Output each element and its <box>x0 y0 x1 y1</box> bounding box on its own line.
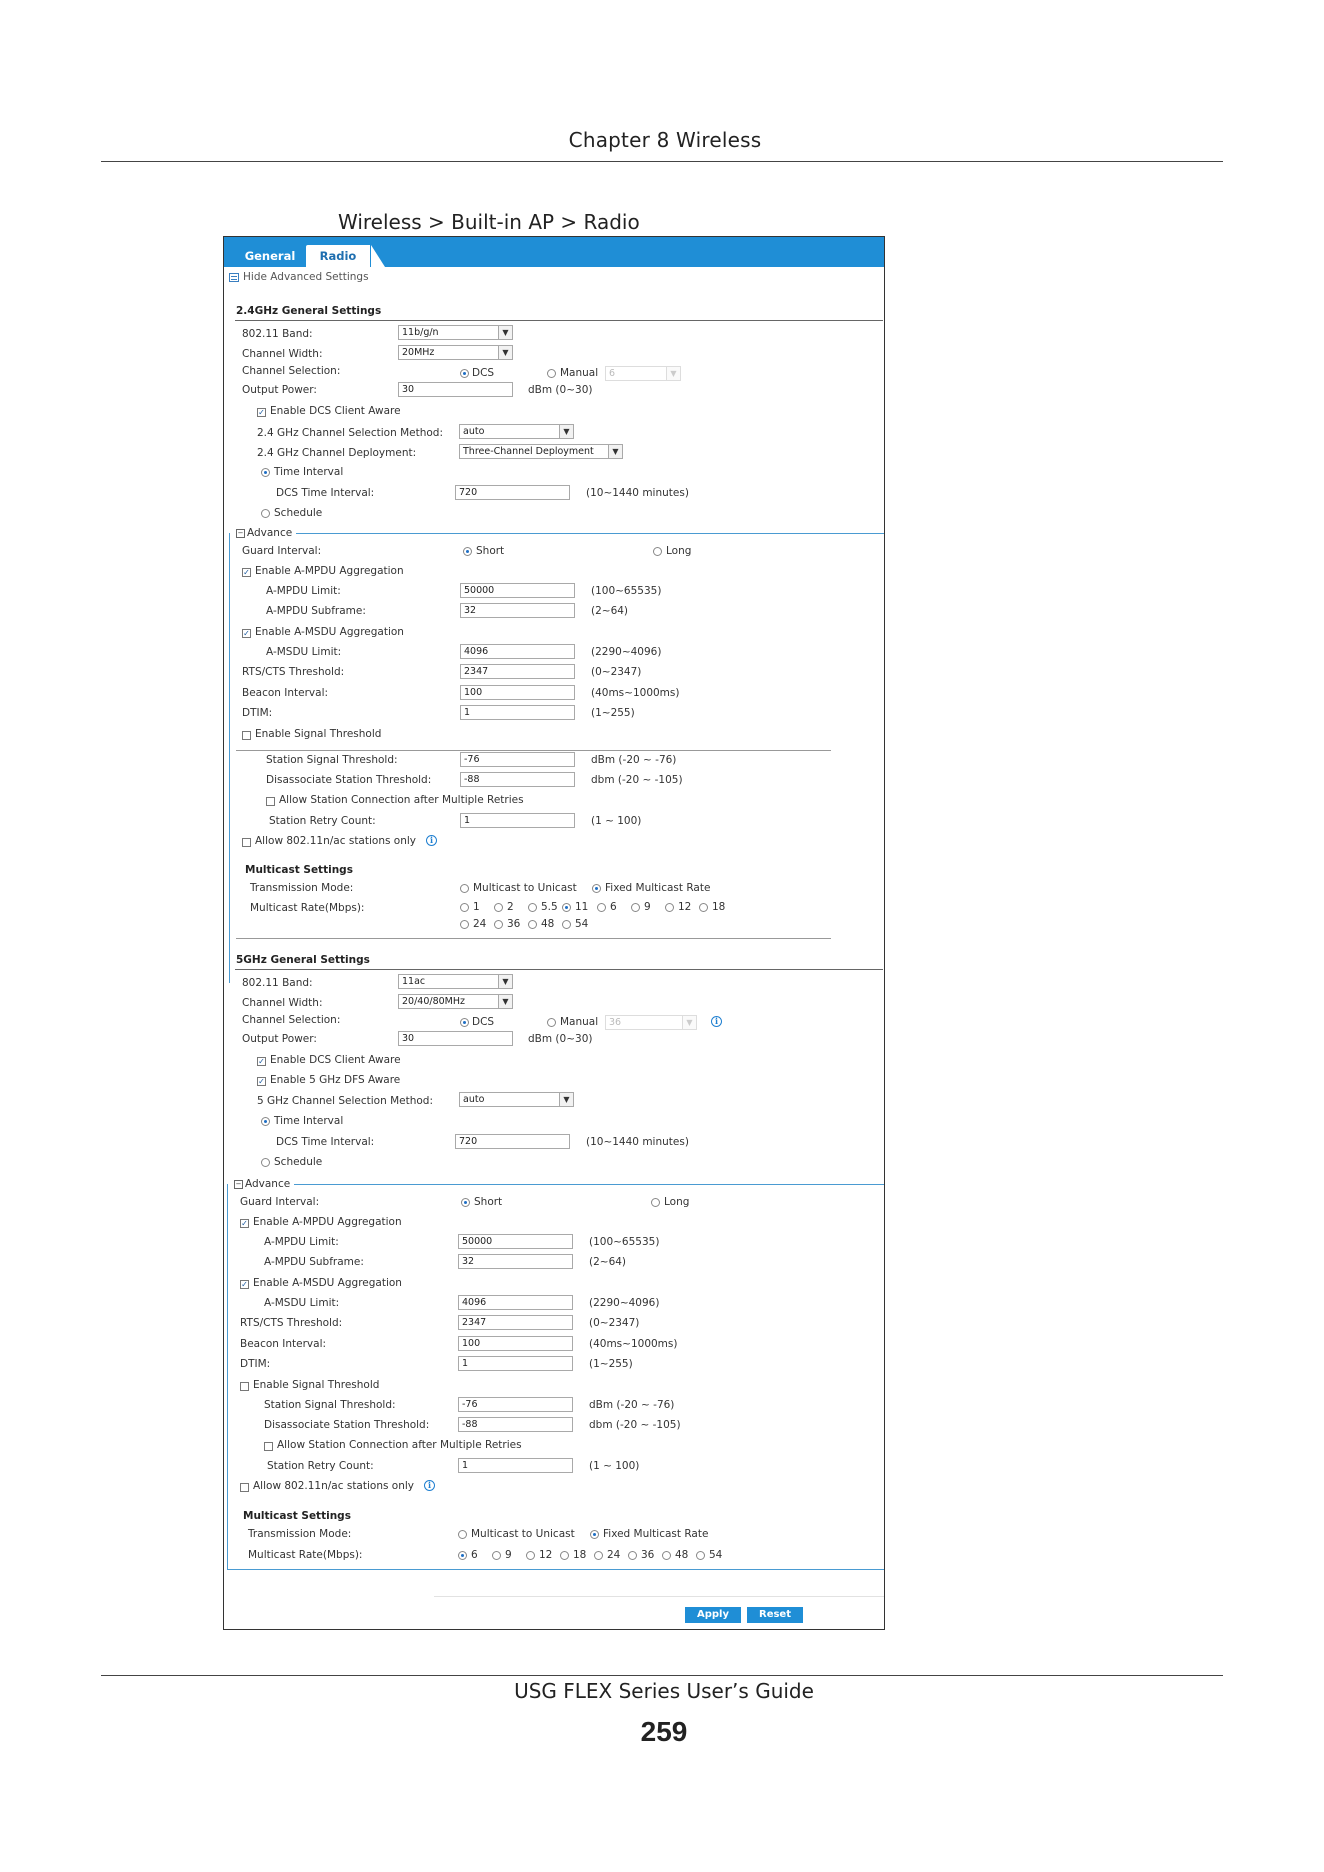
advance-border <box>227 1184 228 1569</box>
retry-count-label: Station Retry Count: <box>269 815 376 827</box>
dcs-time-interval-input[interactable]: 720 <box>455 485 570 500</box>
guard-long-radio[interactable] <box>651 1198 660 1207</box>
rate-label-12: 12 <box>539 1549 553 1561</box>
ampdu-checkbox[interactable]: ✓ <box>243 568 250 577</box>
manual-channel-select[interactable] <box>605 1015 697 1030</box>
channel-width-value: 20MHz <box>402 347 435 358</box>
rate-label-54: 54 <box>709 1549 723 1561</box>
ampdu-limit-label: A-MPDU Limit: <box>264 1236 339 1248</box>
transmission-mode-label: Transmission Mode: <box>250 882 354 894</box>
collapse-advance-icon[interactable]: − <box>237 529 244 537</box>
guard-short-radio[interactable] <box>461 1198 470 1207</box>
channel-method-label: 2.4 GHz Channel Selection Method: <box>257 427 444 439</box>
ampdu-subframe-input[interactable]: 32 <box>460 603 575 618</box>
advance-title: Advance <box>247 527 293 539</box>
guard-long-label: Long <box>664 1196 690 1208</box>
rts-threshold-input[interactable]: 2347 <box>458 1315 573 1330</box>
section-title-5ghz: 5GHz General Settings <box>236 954 370 966</box>
channel-method-label: 5 GHz Channel Selection Method: <box>257 1095 433 1107</box>
ampdu-limit-hint: (100~65535) <box>589 1236 660 1248</box>
rate-radio-6[interactable] <box>458 1551 467 1560</box>
disassoc-threshold-hint: dbm (-20 ~ -105) <box>591 774 683 786</box>
ampdu-checkbox[interactable]: ✓ <box>241 1219 248 1228</box>
dcs-radio-label: DCS <box>472 1016 495 1028</box>
rate-label-48: 48 <box>675 1549 689 1561</box>
disassoc-threshold-label: Disassociate Station Threshold: <box>266 774 432 786</box>
chevron-down-icon: ▼ <box>498 995 512 1008</box>
rate-label-5-5: 5.5 <box>541 901 558 913</box>
dfs-aware-checkbox[interactable]: ✓ <box>258 1077 265 1086</box>
ampdu-label: Enable A-MPDU Aggregation <box>255 565 404 577</box>
disassoc-threshold-input[interactable]: -88 <box>458 1417 573 1432</box>
section-title-24ghz: 2.4GHz General Settings <box>236 305 382 317</box>
guard-long-label: Long <box>666 545 692 557</box>
rate-radio-5-5[interactable] <box>528 903 537 912</box>
station-signal-hint: dBm (-20 ~ -76) <box>591 754 677 766</box>
dcs-client-aware-checkbox[interactable]: ✓ <box>258 408 265 417</box>
signal-threshold-rule <box>236 750 831 751</box>
dcs-client-aware-checkbox[interactable]: ✓ <box>258 1057 265 1066</box>
station-signal-label: Station Signal Threshold: <box>264 1399 396 1411</box>
dcs-time-interval-label: DCS Time Interval: <box>276 1136 375 1148</box>
station-signal-input[interactable]: -76 <box>458 1397 573 1412</box>
rate-label-54: 54 <box>575 918 589 930</box>
section-rule <box>235 320 883 321</box>
manual-radio-label: Manual <box>560 367 599 379</box>
dcs-time-interval-hint: (10~1440 minutes) <box>586 487 689 499</box>
guard-long-radio[interactable] <box>653 547 662 556</box>
station-signal-input[interactable]: -76 <box>460 752 575 767</box>
dcs-client-aware-label: Enable DCS Client Aware <box>270 405 401 417</box>
disassoc-threshold-label: Disassociate Station Threshold: <box>264 1419 430 1431</box>
advance-end-rule <box>236 938 831 939</box>
channel-deployment-label: 2.4 GHz Channel Deployment: <box>257 447 417 459</box>
ampdu-subframe-hint: (2~64) <box>589 1256 627 1268</box>
ampdu-limit-label: A-MPDU Limit: <box>266 585 341 597</box>
dcs-radio-label: DCS <box>472 367 495 379</box>
manual-channel-value: 36 <box>609 1017 622 1028</box>
station-signal-hint: dBm (-20 ~ -76) <box>589 1399 675 1411</box>
dtim-input[interactable]: 1 <box>460 705 575 720</box>
ampdu-subframe-label: A-MPDU Subframe: <box>266 605 366 617</box>
dtim-hint: (1~255) <box>591 707 635 719</box>
amsdu-label: Enable A-MSDU Aggregation <box>253 1277 402 1289</box>
tab-radio[interactable]: Radio <box>306 245 370 267</box>
rate-radio-2[interactable] <box>494 903 503 912</box>
ampdu-subframe-hint: (2~64) <box>591 605 629 617</box>
signal-threshold-checkbox[interactable] <box>242 731 251 740</box>
ampdu-limit-hint: (100~65535) <box>591 585 662 597</box>
rate-radio-1[interactable] <box>460 903 469 912</box>
channel-width-select[interactable] <box>398 345 513 360</box>
allow-retries-label: Allow Station Connection after Multiple Retries <box>277 1439 522 1451</box>
multicast-title: Multicast Settings <box>245 864 353 876</box>
rts-threshold-label: RTS/CTS Threshold: <box>240 1317 343 1329</box>
apply-button[interactable]: Apply <box>685 1607 741 1623</box>
dcs-time-interval-hint: (10~1440 minutes) <box>586 1136 689 1148</box>
button-separator <box>434 1596 884 1597</box>
time-interval-label: Time Interval <box>274 1115 344 1127</box>
amsdu-limit-label: A-MSDU Limit: <box>264 1297 340 1309</box>
dtim-hint: (1~255) <box>589 1358 633 1370</box>
guard-interval-label: Guard Interval: <box>240 1196 320 1208</box>
chevron-down-icon: ▼ <box>498 326 512 339</box>
rate-radio-54[interactable] <box>696 1551 705 1560</box>
channel-selection-label: Channel Selection: <box>242 365 341 377</box>
chevron-down-icon: ▼ <box>682 1016 696 1029</box>
rts-threshold-hint: (0~2347) <box>589 1317 640 1329</box>
dtim-input[interactable]: 1 <box>458 1356 573 1371</box>
amsdu-label: Enable A-MSDU Aggregation <box>255 626 404 638</box>
rate-label-18: 18 <box>573 1549 587 1561</box>
signal-threshold-checkbox[interactable] <box>240 1382 249 1391</box>
beacon-interval-hint: (40ms~1000ms) <box>589 1338 678 1350</box>
dcs-radio[interactable] <box>460 1018 469 1027</box>
manual-channel-select[interactable] <box>605 366 681 381</box>
footer-title: USG FLEX Series User’s Guide <box>514 1679 814 1703</box>
rts-threshold-input[interactable]: 2347 <box>460 664 575 679</box>
channel-method-select[interactable] <box>459 1092 574 1107</box>
schedule-label: Schedule <box>274 507 323 519</box>
page-number: 259 <box>640 1716 688 1747</box>
allow-retries-checkbox[interactable] <box>264 1442 273 1451</box>
disassoc-threshold-hint: dbm (-20 ~ -105) <box>589 1419 681 1431</box>
mc-unicast-label: Multicast to Unicast <box>473 882 577 894</box>
rate-radio-9[interactable] <box>631 903 640 912</box>
multicast-title: Multicast Settings <box>243 1510 351 1522</box>
rate-radio-36[interactable] <box>494 920 503 929</box>
manual-radio[interactable] <box>547 369 556 378</box>
band-select[interactable] <box>398 325 513 340</box>
mc-fixed-radio[interactable] <box>592 884 601 893</box>
multicast-rate-label: Multicast Rate(Mbps): <box>250 902 365 914</box>
footer-rule <box>101 1675 1223 1676</box>
allow-n-only-checkbox[interactable] <box>242 838 251 847</box>
rate-label-36: 36 <box>507 918 521 930</box>
channel-selection-label: Channel Selection: <box>242 1014 341 1026</box>
beacon-interval-label: Beacon Interval: <box>242 687 329 699</box>
channel-width-label: Channel Width: <box>242 997 323 1009</box>
rate-label-18: 18 <box>712 901 726 913</box>
disassoc-threshold-input[interactable]: -88 <box>460 772 575 787</box>
ampdu-subframe-input[interactable]: 32 <box>458 1254 573 1269</box>
channel-method-value: auto <box>463 1094 485 1105</box>
beacon-interval-input[interactable]: 100 <box>460 685 575 700</box>
rate-label-9: 9 <box>644 901 651 913</box>
dtim-label: DTIM: <box>242 707 273 719</box>
band-label: 802.11 Band: <box>242 328 313 340</box>
dfs-aware-label: Enable 5 GHz DFS Aware <box>270 1074 401 1086</box>
rate-radio-48[interactable] <box>662 1551 671 1560</box>
output-power-label: Output Power: <box>242 1033 317 1045</box>
amsdu-checkbox[interactable]: ✓ <box>241 1280 248 1289</box>
hide-settings-icon[interactable] <box>229 273 239 282</box>
output-power-hint: dBm (0~30) <box>528 1033 593 1045</box>
channel-deployment-value: Three-Channel Deployment <box>463 446 594 457</box>
advance-border <box>229 533 230 983</box>
rate-radio-12[interactable] <box>526 1551 535 1560</box>
amsdu-limit-hint: (2290~4096) <box>589 1297 660 1309</box>
rate-radio-18[interactable] <box>560 1551 569 1560</box>
collapse-advance-icon[interactable]: − <box>235 1180 242 1188</box>
signal-threshold-label: Enable Signal Threshold <box>253 1379 380 1391</box>
guard-short-radio[interactable] <box>463 547 472 556</box>
output-power-input[interactable]: 30 <box>398 382 513 397</box>
retry-count-hint: (1 ~ 100) <box>589 1460 640 1472</box>
amsdu-limit-input[interactable]: 4096 <box>460 644 575 659</box>
rate-label-24: 24 <box>607 1549 621 1561</box>
time-interval-radio[interactable] <box>261 468 270 477</box>
ampdu-limit-input[interactable]: 50000 <box>460 583 575 598</box>
time-interval-label: Time Interval <box>274 466 344 478</box>
rate-radio-9[interactable] <box>492 1551 501 1560</box>
retry-count-input[interactable]: 1 <box>460 813 575 828</box>
band-label: 802.11 Band: <box>242 977 313 989</box>
channel-deployment-select[interactable] <box>459 444 623 459</box>
chevron-down-icon: ▼ <box>666 367 680 380</box>
hide-advanced-link[interactable]: Hide Advanced Settings <box>243 271 369 283</box>
chapter-header: Chapter 8 Wireless <box>568 128 762 152</box>
advance-title: Advance <box>245 1178 291 1190</box>
amsdu-limit-input[interactable]: 4096 <box>458 1295 573 1310</box>
dtim-label: DTIM: <box>240 1358 271 1370</box>
rts-threshold-hint: (0~2347) <box>591 666 642 678</box>
output-power-label: Output Power: <box>242 384 317 396</box>
amsdu-limit-label: A-MSDU Limit: <box>266 646 342 658</box>
allow-retries-checkbox[interactable] <box>266 797 275 806</box>
channel-width-select[interactable] <box>398 994 513 1009</box>
rate-radio-48[interactable] <box>528 920 537 929</box>
output-power-input[interactable]: 30 <box>398 1031 513 1046</box>
rate-radio-54[interactable] <box>562 920 571 929</box>
rate-label-48: 48 <box>541 918 555 930</box>
rate-label-11: 11 <box>575 901 589 913</box>
rate-label-2: 2 <box>507 901 514 913</box>
section-rule <box>235 969 883 970</box>
signal-threshold-label: Enable Signal Threshold <box>255 728 382 740</box>
dcs-time-interval-input[interactable]: 720 <box>455 1134 570 1149</box>
amsdu-checkbox[interactable]: ✓ <box>243 629 250 638</box>
rate-radio-11[interactable] <box>562 903 571 912</box>
retry-count-hint: (1 ~ 100) <box>591 815 642 827</box>
mc-fixed-label: Fixed Multicast Rate <box>603 1528 709 1540</box>
rate-label-6: 6 <box>471 1549 478 1561</box>
manual-channel-value: 6 <box>609 368 616 379</box>
manual-radio-label: Manual <box>560 1016 599 1028</box>
schedule-radio[interactable] <box>261 1158 270 1167</box>
rate-radio-18[interactable] <box>699 903 708 912</box>
guard-short-label: Short <box>474 1196 503 1208</box>
rate-label-12: 12 <box>678 901 692 913</box>
retry-count-label: Station Retry Count: <box>267 1460 374 1472</box>
allow-n-only-label: Allow 802.11n/ac stations only <box>255 835 416 847</box>
mc-unicast-label: Multicast to Unicast <box>471 1528 575 1540</box>
manual-radio[interactable] <box>547 1018 556 1027</box>
channel-method-value: auto <box>463 426 485 437</box>
channel-width-value: 20/40/80MHz <box>402 996 465 1007</box>
reset-button[interactable]: Reset <box>747 1607 803 1623</box>
multicast-rate-label: Multicast Rate(Mbps): <box>248 1549 363 1561</box>
rts-threshold-label: RTS/CTS Threshold: <box>242 666 345 678</box>
band-value: 11b/g/n <box>402 327 439 338</box>
tab-notch <box>371 245 385 267</box>
band-value: 11ac <box>402 976 426 987</box>
amsdu-limit-hint: (2290~4096) <box>591 646 662 658</box>
allow-retries-label: Allow Station Connection after Multiple Retries <box>279 794 524 806</box>
info-icon[interactable]: i <box>711 1016 722 1027</box>
transmission-mode-label: Transmission Mode: <box>248 1528 352 1540</box>
dcs-radio[interactable] <box>460 369 469 378</box>
advance-end-rule <box>227 1569 884 1570</box>
guard-interval-label: Guard Interval: <box>242 545 322 557</box>
ampdu-subframe-label: A-MPDU Subframe: <box>264 1256 364 1268</box>
rate-radio-6[interactable] <box>597 903 606 912</box>
channel-method-select[interactable] <box>459 424 574 439</box>
rate-label-6: 6 <box>610 901 617 913</box>
ampdu-label: Enable A-MPDU Aggregation <box>253 1216 402 1228</box>
schedule-radio[interactable] <box>261 509 270 518</box>
chevron-down-icon: ▼ <box>498 975 512 988</box>
schedule-label: Schedule <box>274 1156 323 1168</box>
figure-caption: Wireless > Built-in AP > Radio <box>338 210 640 234</box>
info-icon[interactable]: i <box>426 835 437 846</box>
guard-short-label: Short <box>476 545 505 557</box>
dcs-client-aware-label: Enable DCS Client Aware <box>270 1054 401 1066</box>
chevron-down-icon: ▼ <box>559 425 573 438</box>
chevron-down-icon: ▼ <box>608 445 622 458</box>
rate-radio-12[interactable] <box>665 903 674 912</box>
advance-rule <box>294 1184 884 1185</box>
header-rule <box>101 161 1223 162</box>
time-interval-radio[interactable] <box>261 1117 270 1126</box>
rate-label-1: 1 <box>473 901 480 913</box>
rate-radio-36[interactable] <box>628 1551 637 1560</box>
mc-fixed-radio[interactable] <box>590 1530 599 1539</box>
tab-general[interactable]: General <box>244 249 296 263</box>
rate-radio-24[interactable] <box>460 920 469 929</box>
tab-bar <box>224 237 884 267</box>
output-power-hint: dBm (0~30) <box>528 384 593 396</box>
beacon-interval-label: Beacon Interval: <box>240 1338 327 1350</box>
station-signal-label: Station Signal Threshold: <box>266 754 398 766</box>
mc-fixed-label: Fixed Multicast Rate <box>605 882 711 894</box>
chevron-down-icon: ▼ <box>559 1093 573 1106</box>
band-select[interactable] <box>398 974 513 989</box>
mc-unicast-radio[interactable] <box>460 884 469 893</box>
channel-width-label: Channel Width: <box>242 348 323 360</box>
radio-settings-window <box>223 236 885 1630</box>
rate-label-36: 36 <box>641 1549 655 1561</box>
retry-count-input[interactable]: 1 <box>458 1458 573 1473</box>
rate-label-9: 9 <box>505 1549 512 1561</box>
info-icon[interactable]: i <box>424 1480 435 1491</box>
allow-n-only-label: Allow 802.11n/ac stations only <box>253 1480 414 1492</box>
advance-rule <box>296 533 884 534</box>
chevron-down-icon: ▼ <box>498 346 512 359</box>
allow-n-only-checkbox[interactable] <box>240 1483 249 1492</box>
rate-label-24: 24 <box>473 918 487 930</box>
rate-radio-24[interactable] <box>594 1551 603 1560</box>
dcs-time-interval-label: DCS Time Interval: <box>276 487 375 499</box>
beacon-interval-hint: (40ms~1000ms) <box>591 687 680 699</box>
mc-unicast-radio[interactable] <box>458 1530 467 1539</box>
ampdu-limit-input[interactable]: 50000 <box>458 1234 573 1249</box>
beacon-interval-input[interactable]: 100 <box>458 1336 573 1351</box>
